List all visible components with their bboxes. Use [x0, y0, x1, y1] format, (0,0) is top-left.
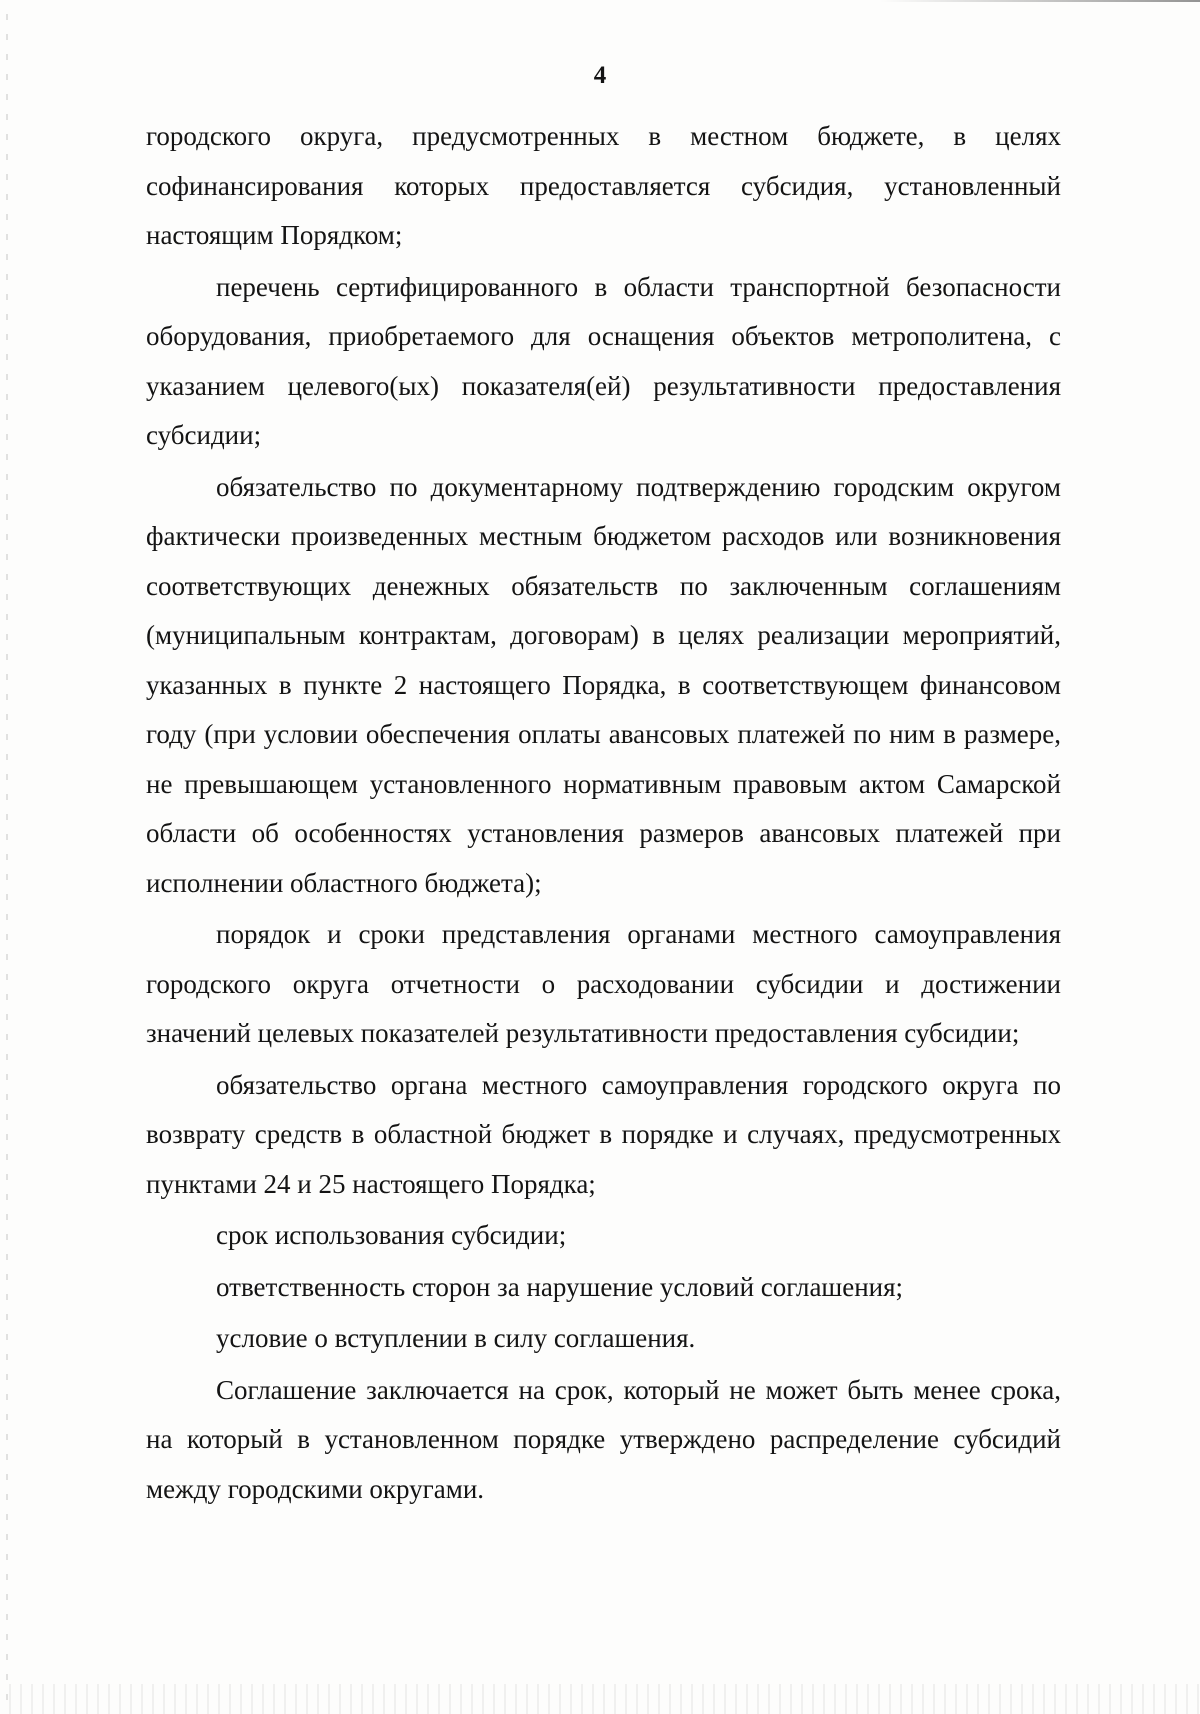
scan-artifact-top — [880, 0, 1200, 2]
page-number: 4 — [593, 62, 607, 89]
paragraph-refund-obligation: обязательство органа местного самоуправления городского округа по возврату средств в областной бюджет в порядке и случаях, предусмотренных пунктами 24 и 25 настоящего Порядка; — [146, 1069, 1061, 1199]
paragraph-documentary-obligation: обязательство по документарному подтверждению городским округом фактически произведенных местным бюджетом расходов или возникновения соответствующих денежных обязательств по заключенным соглашениям (муниципальным контрактам, договорам) в целях реализации мероприятий, указанных в пункте 2 настоящего Порядка, в соответствующем финансовом году (при условии обеспечения оплаты авансовых платежей по ним в размере, не превышающем установленного нормативным правовым актом Самарской области об особенностях установления размеров авансовых платежей при исполнении областного бюджета); — [146, 471, 1061, 898]
paragraph-agreement-term: Соглашение заключается на срок, который не может быть менее срока, на который в установленном порядке утверждено распределение субсидий между городскими округами. — [146, 1374, 1061, 1504]
paragraph-usage-term: срок использования субсидии; — [216, 1220, 567, 1250]
scan-artifact-left — [6, 0, 8, 1714]
document-body — [146, 112, 1061, 1514]
scan-artifact-bottom — [0, 1684, 1200, 1714]
paragraph-reporting-procedure: порядок и сроки представления органами местного самоуправления городского округа отчетности о расходовании субсидии и достижении значений целевых показателей результативности предоставления субсидии; — [146, 919, 1061, 1048]
paragraph-responsibility: ответственность сторон за нарушение условий соглашения; — [216, 1271, 904, 1302]
paragraph-entry-into-force: условие о вступлении в силу соглашения. — [216, 1323, 696, 1353]
paragraph-equipment-list: перечень сертифицированного в области транспортной безопасности оборудования, приобретаемого для оснащения объектов метрополитена, с указанием целевого(ых) показателя(ей) результативности предоставления субсидии; — [146, 271, 1061, 450]
paragraph-continuation: городского округа, предусмотренных в местном бюджете, в целях софинансирования которых предоставляется субсидия, установленный настоящим Порядком; — [146, 121, 1061, 250]
